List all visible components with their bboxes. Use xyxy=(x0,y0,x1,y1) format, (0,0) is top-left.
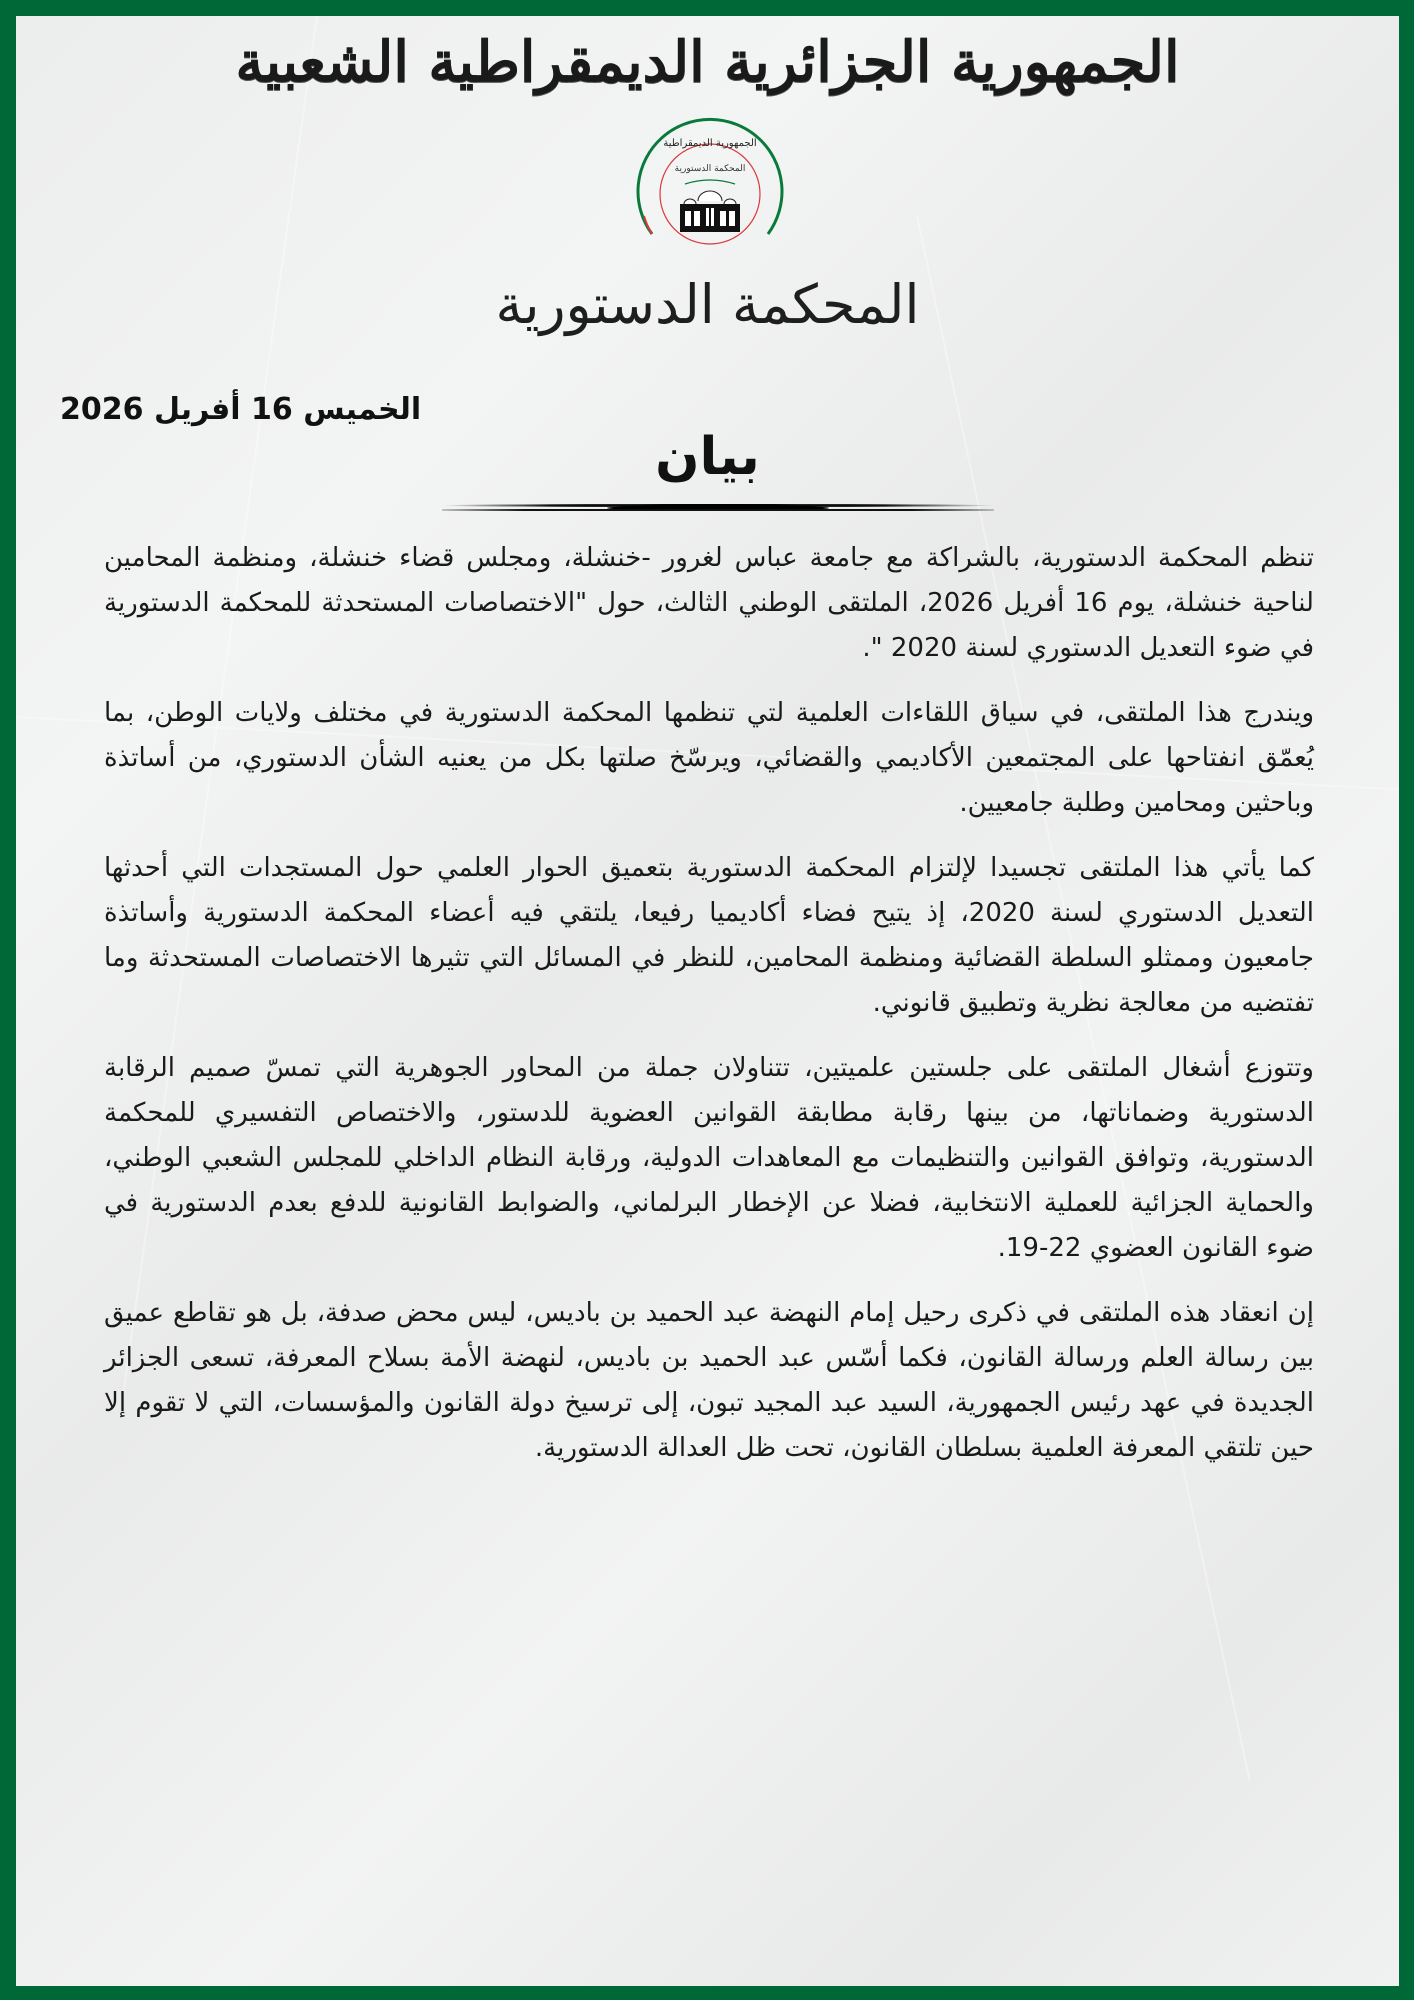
statement-page xyxy=(16,16,1399,1986)
statement-body xyxy=(104,536,1314,1491)
paragraph: ويندرج هذا الملتقى، في سياق اللقاءات العلمية لتي تنظمها المحكمة الدستورية في مختلف ولايات الوطن، بما يُعمّق انفتاحها على المجتمعين الأكاديمي والقضائي، ويرسّخ صلتها بكل من يعنيه الشأن الدستوري، من أساتذة وباحثين ومحامين وطلبة جامعيين. xyxy=(104,698,1314,818)
court-name: المحكمة الدستورية xyxy=(495,273,920,336)
paragraph: كما يأتي هذا الملتقى تجسيدا لإلتزام المحكمة الدستورية بتعميق الحوار العلمي حول المستجدات التي أحدثها التعديل الدستوري لسنة 2020، إذ يتيح فضاء أكاديميا رفيعا، يلتقي فيه أعضاء المحكمة الدستورية وأساتذة جامعيون وممثلو السلطة القضائية ومنظمة المحامين، للنظر في المسائل التي تثيرها الاختصاصات المستحدثة وما تفتضيه من معالجة نظرية وتطبيق قانوني. xyxy=(104,853,1314,1018)
paragraph: وتتوزع أشغال الملتقى على جلستين علميتين، تتناولان جملة من المحاور الجوهرية التي تمسّ صميم الرقابة الدستورية وضماناتها، من بينها رقابة مطابقة القوانين العضوية للدستور، والاختصاص التفسيري للمحكمة الدستورية، وتوافق القوانين والتنظيمات مع المعاهدات الدولية، ورقابة النظام الداخلي للمجلس الشعبي الوطني، والحماية الجزائية للعملية الانتخابية، فضلا عن الإخطار البرلماني، والضوابط القانونية للدفع بعدم الدستورية في ضوء القانون العضوي 22-19. xyxy=(104,1053,1314,1263)
page-title: بيان xyxy=(655,427,760,487)
constitutional-court-emblem-icon xyxy=(630,116,790,266)
title-divider xyxy=(440,504,996,514)
paragraph: تنظم المحكمة الدستورية، بالشراكة مع جامعة عباس لغرور -خنشلة، ومجلس قضاء خنشلة، ومنظمة المحامين لناحية خنشلة، يوم 16 أفريل 2026، الملتقى الوطني الثالث، حول "الاختصاصات المستحدثة للمحكمة الدستورية في ضوء التعديل الدستوري لسنة 2020 ". xyxy=(104,543,1314,663)
republic-header: الجمهورية الجزائرية الديمقراطية الشعبية xyxy=(235,29,1180,95)
statement-date: الخميس 16 أفريل 2026 xyxy=(60,392,422,427)
paragraph: إن انعقاد هذه الملتقى في ذكرى رحيل إمام النهضة عبد الحميد بن باديس، ليس محض صدفة، بل هو تقاطع عميق بين رسالة العلم ورسالة القانون، فكما أسّس عبد الحميد بن باديس، لنهضة الأمة بسلاح المعرفة، تسعى الجزائر الجديدة في عهد رئيس الجمهورية، السيد عبد المجيد تبون، إلى ترسيخ دولة القانون والمؤسسات، التي لا تقوم إلا حين تلتقي المعرفة العلمية بسلطان القانون، تحت ظل العدالة الدستورية. xyxy=(104,1298,1314,1463)
svg-text:المحكمة الدستورية: المحكمة الدستورية xyxy=(674,164,746,174)
svg-text:الجمهورية الديمقراطية: الجمهورية الديمقراطية xyxy=(663,138,757,149)
